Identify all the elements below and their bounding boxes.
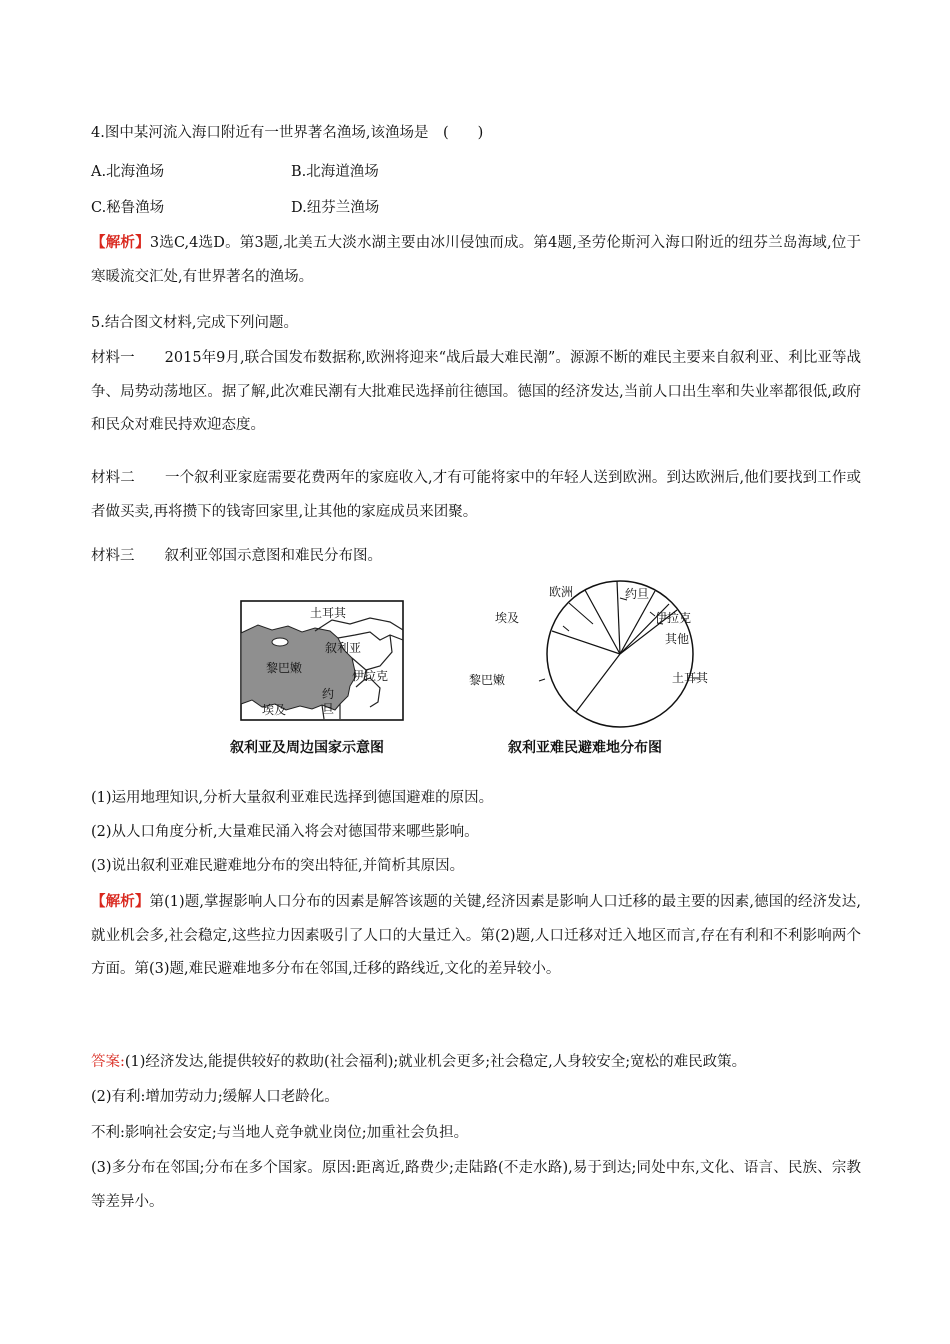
- material-2-text: 一个叙利亚家庭需要花费两年的家庭收入,才有可能将家中的年轻人送到欧洲。到达欧洲后,他们要找到工作或者做买卖,再将攒下的钱寄回家里,让其他的家庭成员来团聚。: [91, 470, 862, 520]
- pie-label-iraq: 伊拉克: [655, 611, 692, 625]
- answer-label: 答案:: [91, 1054, 125, 1070]
- map-label-jordan-2: 旦: [322, 702, 335, 716]
- q4-option-c: C.秘鲁渔场: [91, 200, 165, 216]
- material-2: [91, 462, 861, 529]
- material-1: [91, 342, 861, 443]
- answer-1-text: (1)经济发达,能提供较好的救助(社会福利);就业机会更多;社会稳定,人身较安全;宽松的难民政策。: [124, 1054, 747, 1070]
- analysis-tag: 【解析】: [91, 235, 150, 251]
- answer-2-positive: (2)有利:增加劳动力;缓解人口老龄化。: [91, 1089, 339, 1105]
- pie-label-europe: 欧洲: [549, 585, 574, 599]
- map-label-iraq: 伊拉克: [352, 669, 389, 683]
- refugee-pie-chart: [465, 578, 720, 728]
- q4-stem: 4.图中某河流入海口附近有一世界著名渔场,该渔场是 ( ): [91, 125, 484, 141]
- answer-1: [91, 1052, 746, 1072]
- material-1-text: 2015年9月,联合国发布数据称,欧洲将迎来“战后最大难民潮”。源源不断的难民主要来自叙利亚、利比亚等战争、局势动荡地区。据了解,此次难民潮有大批难民选择前往德国。德国的经济发达,当前人口出生率和失业率都很低,政府和民众对难民持欢迎态度。: [91, 350, 862, 433]
- map-label-syria: 叙利亚: [325, 641, 362, 655]
- pie-label-other: 其他: [665, 632, 690, 646]
- map-label-jordan-1: 约: [322, 687, 335, 701]
- analysis-1: [91, 227, 861, 294]
- pie-label-lebanon: 黎巴嫩: [469, 673, 506, 687]
- analysis-2: [91, 886, 861, 987]
- answer-3: (3)多分布在邻国;分布在多个国家。原因:距离近,路费少;走陆路(不走水路),易于到达;同处中东,文化、语言、民族、宗教等差异小。: [91, 1160, 861, 1210]
- map-caption: 叙利亚及周边国家示意图: [230, 740, 384, 756]
- pie-label-egypt: 埃及: [495, 611, 520, 625]
- analysis-2-text: 第(1)题,掌握影响人口分布的因素是解答该题的关键,经济因素是影响人口迁移的最主要的因素,德国的经济发达,就业机会多,社会稳定,这些拉力因素吸引了人口的大量迁入。第(2)题,人口迁移对迁入地区而言,存在有利和不利影响两个方面。第(3)题,难民避难地多分布在邻国,迁移的路线近,文化的差异较小。: [91, 894, 861, 977]
- material-3: [91, 546, 382, 566]
- q5-stem: 5.结合图文材料,完成下列问题。: [91, 315, 298, 331]
- material-3-label: 材料三: [91, 548, 135, 564]
- pie-caption: 叙利亚难民避难地分布图: [508, 740, 662, 756]
- q4-option-d: D.纽芬兰渔场: [291, 200, 380, 216]
- question-1: (1)运用地理知识,分析大量叙利亚难民选择到德国避难的原因。: [91, 790, 494, 806]
- map-label-egypt: 埃及: [262, 703, 287, 717]
- pie-label-turkey: 土耳其: [672, 671, 709, 685]
- material-1-label: 材料一: [91, 350, 135, 366]
- cyprus-island: [272, 638, 288, 646]
- answer-2-negative: 不利:影响社会安定;与当地人竞争就业岗位;加重社会负担。: [91, 1125, 469, 1141]
- question-2: (2)从人口角度分析,大量难民涌入将会对德国带来哪些影响。: [91, 824, 479, 840]
- analysis-2-tag: 【解析】: [91, 894, 150, 910]
- pie-label-jordan: 约旦: [625, 587, 650, 601]
- material-2-label: 材料二: [91, 470, 135, 486]
- q4-option-b: B.北海道渔场: [291, 164, 379, 180]
- material-3-text: 叙利亚邻国示意图和难民分布图。: [164, 548, 382, 564]
- question-3: (3)说出叙利亚难民避难地分布的突出特征,并简析其原因。: [91, 858, 465, 874]
- map-label-lebanon: 黎巴嫩: [266, 661, 303, 675]
- q4-option-a: A.北海渔场: [91, 164, 165, 180]
- analysis-1-text: 3选C,4选D。第3题,北美五大淡水湖主要由冰川侵蚀而成。第4题,圣劳伦斯河入海口附近的纽芬兰岛海域,位于寒暖流交汇处,有世界著名的渔场。: [91, 235, 861, 285]
- syria-region-map: [240, 600, 405, 722]
- map-label-turkey: 土耳其: [310, 606, 347, 620]
